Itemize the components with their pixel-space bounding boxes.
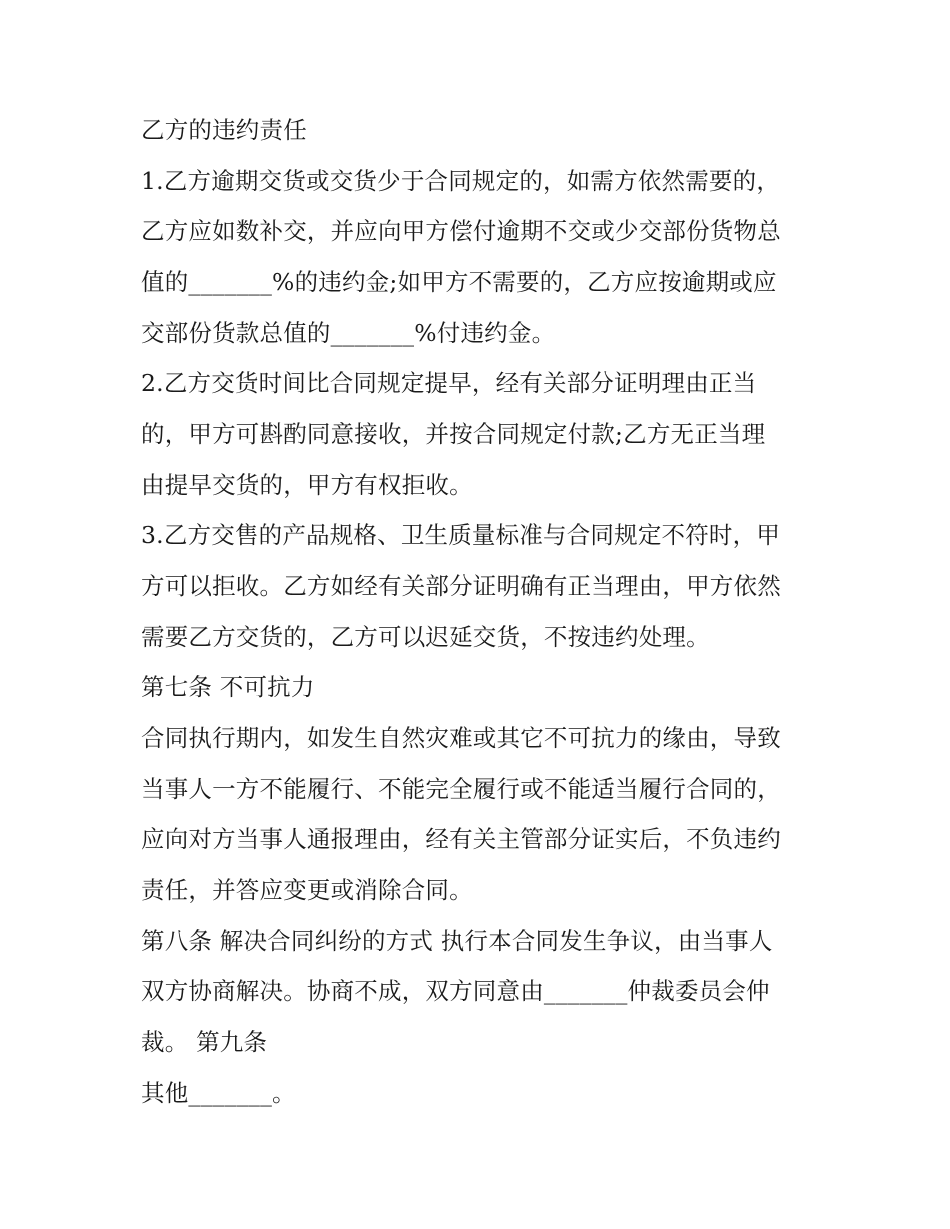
text-line: 交部份货款总值的_______%付违约金。 [141, 319, 556, 347]
text-line: 责任，并答应变更或消除合同。 [141, 876, 473, 904]
text-line: 裁。 第九条 [141, 1028, 268, 1056]
text-line: 乙方应如数补交，并应向甲方偿付逾期不交或少交部份货物总 [141, 217, 781, 245]
text-line: 合同执行期内，如发生自然灾难或其它不可抗力的缘由，导致 [141, 724, 781, 752]
heading-article-8: 第八条 解决合同纠纷的方式 执行本合同发生争议，由当事人 [141, 927, 773, 955]
text-line: 双方协商解决。协商不成，双方同意由_______仲裁委员会仲 [141, 977, 770, 1005]
text-line: 应向对方当事人通报理由，经有关主管部分证实后，不负违约 [141, 825, 781, 853]
heading-article-7: 第七条 不可抗力 [141, 673, 315, 701]
text-line: 需要乙方交货的，乙方可以迟延交货，不按违约处理。 [141, 623, 710, 651]
text-line: 当事人一方不能履行、不能完全履行或不能适当履行合同的， [141, 775, 781, 803]
text-line: 值的_______%的违约金;如甲方不需要的，乙方应按逾期或应 [141, 268, 777, 296]
text-line: 1.乙方逾期交货或交货少于合同规定的，如需方依然需要的， [141, 167, 781, 195]
text-line: 的，甲方可斟酌同意接收，并按合同规定付款;乙方无正当理 [141, 420, 766, 448]
text-line: 2.乙方交货时间比合同规定提早，经有关部分证明理由正当 [141, 369, 757, 397]
heading-breach-liability: 乙方的违约责任 [141, 116, 307, 144]
text-line: 由提早交货的，甲方有权拒收。 [141, 471, 473, 499]
text-line: 3.乙方交售的产品规格、卫生质量标准与合同规定不符时，甲 [141, 521, 781, 549]
text-line: 其他_______。 [141, 1079, 296, 1107]
text-line: 方可以拒收。乙方如经有关部分证明确有正当理由，甲方依然 [141, 572, 781, 600]
